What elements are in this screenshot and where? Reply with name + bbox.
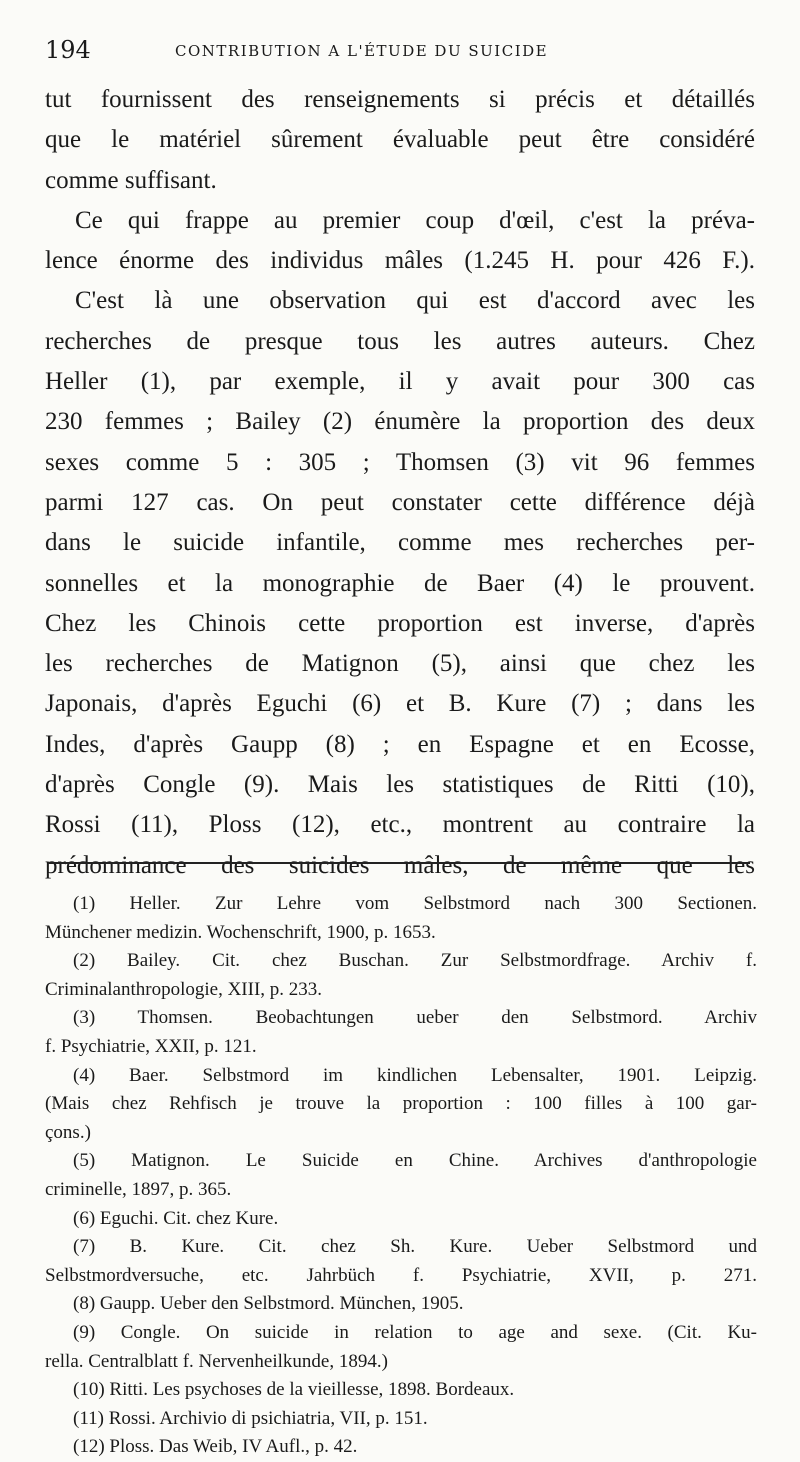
body-line: C'est là une observation qui est d'accord avec les (75, 287, 755, 315)
body-line: 230 femmes ; Bailey (2) énumère la proportion des deux (45, 408, 755, 436)
body-line: comme suffisant. (45, 166, 217, 194)
footnote-line: Criminalanthropologie, XIII, p. 233. (45, 978, 323, 1000)
footnote-line: criminelle, 1897, p. 365. (45, 1178, 232, 1200)
footnote-line: (9) Congle. On suicide in relation to age and sexe. (Cit. Ku- (73, 1321, 757, 1343)
body-text (45, 80, 755, 886)
footnote-line: (12) Ploss. Das Weib, IV Aufl., p. 42. (73, 1436, 358, 1458)
body-line: Ce qui frappe au premier coup d'œil, c'est la préva- (75, 206, 755, 234)
body-line: prédominance des suicides mâles, de même que les (45, 851, 755, 879)
running-title: CONTRIBUTION A L'ÉTUDE DU SUICIDE (175, 42, 549, 60)
footnote-line: (5) Matignon. Le Suicide en Chine. Archives d'anthropologie (73, 1150, 757, 1172)
body-line: recherches de presque tous les autres auteurs. Chez (45, 327, 755, 355)
footnote-line: (8) Gaupp. Ueber den Selbstmord. München, 1905. (73, 1293, 464, 1315)
footnote-line: (2) Bailey. Cit. chez Buschan. Zur Selbstmordfrage. Archiv f. (73, 950, 757, 972)
footnote-line: (3) Thomsen. Beobachtungen ueber den Selbstmord. Archiv (73, 1007, 757, 1029)
body-line: sexes comme 5 : 305 ; Thomsen (3) vit 96 femmes (45, 448, 755, 476)
footnote-line: f. Psychiatrie, XXII, p. 121. (45, 1035, 257, 1057)
body-line: Rossi (11), Ploss (12), etc., montrent au contraire la (45, 811, 755, 839)
body-line: Chez les Chinois cette proportion est inverse, d'après (45, 609, 755, 637)
footnote-line: rella. Centralblatt f. Nervenheilkunde, 1894.) (45, 1350, 388, 1372)
footnote-line: Selbstmordversuche, etc. Jahrbüch f. Psychiatrie, XVII, p. 271. (45, 1264, 757, 1286)
footnote-line: (6) Eguchi. Cit. chez Kure. (73, 1207, 279, 1229)
body-line: les recherches de Matignon (5), ainsi que chez les (45, 650, 755, 678)
footnote-line: (7) B. Kure. Cit. chez Sh. Kure. Ueber Selbstmord und (73, 1236, 757, 1258)
body-line: Japonais, d'après Eguchi (6) et B. Kure (7) ; dans les (45, 690, 755, 718)
footnote-line: çons.) (45, 1121, 91, 1143)
page-header (45, 36, 760, 68)
footnote-line: (4) Baer. Selbstmord im kindlichen Lebensalter, 1901. Leipzig. (73, 1064, 757, 1086)
footnote-line: (10) Ritti. Les psychoses de la vieillesse, 1898. Bordeaux. (73, 1379, 515, 1401)
body-line: dans le suicide infantile, comme mes recherches per- (45, 529, 755, 557)
footnote-line: Münchener medizin. Wochenschrift, 1900, p. 1653. (45, 921, 436, 943)
body-line: que le matériel sûrement évaluable peut être considéré (45, 126, 755, 154)
body-line: tut fournissent des renseignements si précis et détaillés (45, 86, 755, 113)
footnote-divider (48, 862, 750, 864)
body-line: sonnelles et la monographie de Baer (4) le prouvent. (45, 569, 755, 597)
body-line: lence énorme des individus mâles (1.245 H. pour 426 F.). (45, 247, 755, 275)
footnote-line: (1) Heller. Zur Lehre vom Selbstmord nach 300 Sectionen. (73, 893, 757, 914)
footnote-line: (Mais chez Rehfisch je trouve la proportion : 100 filles à 100 gar- (45, 1093, 757, 1115)
footnote-line: (11) Rossi. Archivio di psichiatria, VII, p. 151. (73, 1407, 428, 1429)
body-line: Heller (1), par exemple, il y avait pour 300 cas (45, 368, 755, 396)
body-line: parmi 127 cas. On peut constater cette différence déjà (45, 488, 755, 516)
footnotes (45, 890, 757, 1462)
body-line: Indes, d'après Gaupp (8) ; en Espagne et en Ecosse, (45, 730, 755, 758)
page-number: 194 (45, 36, 91, 64)
body-line: d'après Congle (9). Mais les statistiques de Ritti (10), (45, 771, 755, 799)
